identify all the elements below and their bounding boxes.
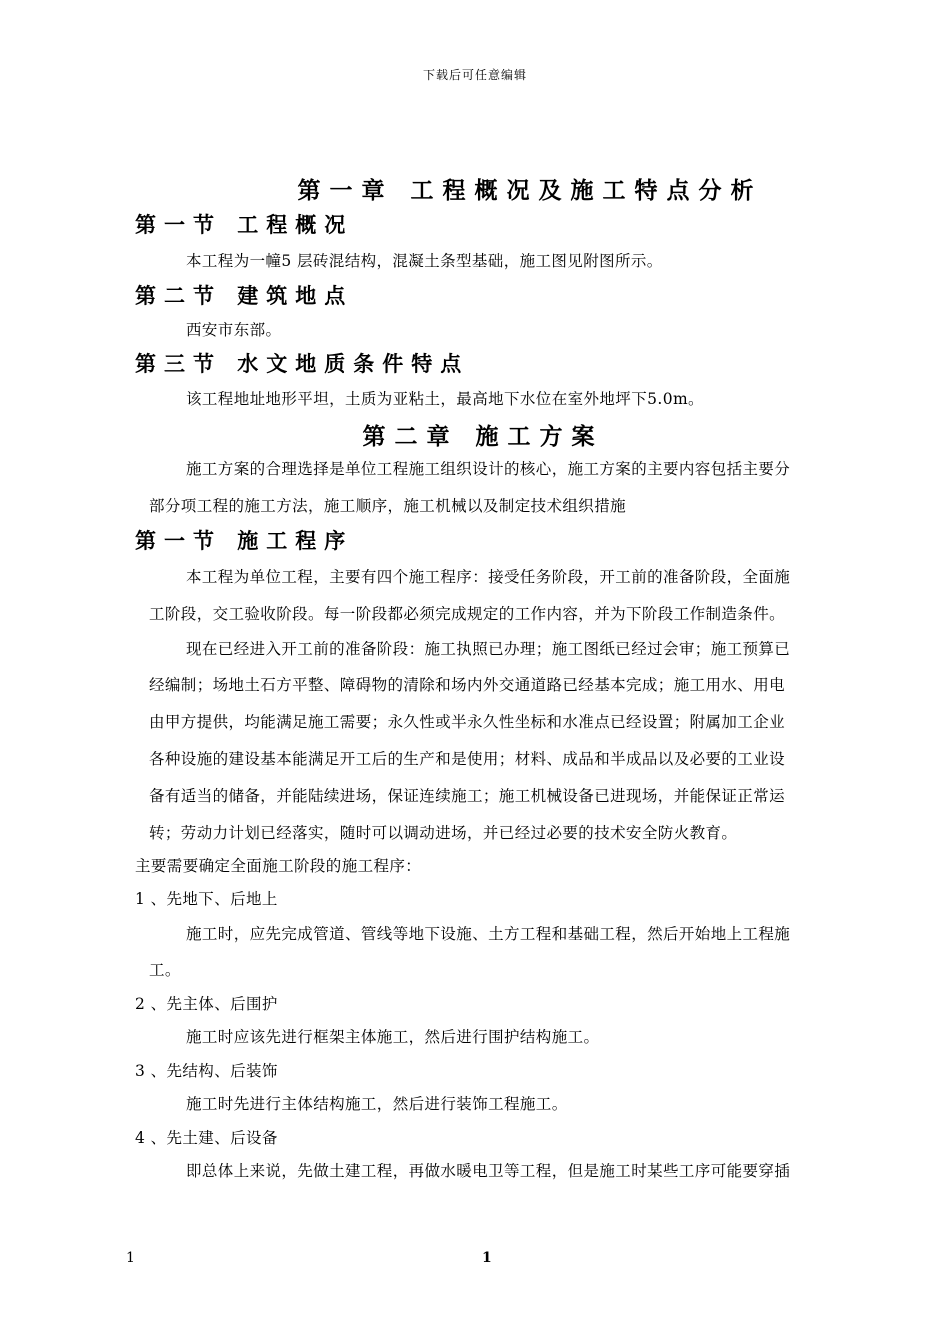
page-header: 下载后可任意编辑 [422,68,527,82]
paragraph-line: 现在已经进入开工前的准备阶段：施工执照已办理；施工图纸已经过会审；施工预算已 [186,640,791,658]
section-heading: 第二节 建筑地点 [135,283,354,308]
paragraph-line: 由甲方提供，均能满足施工需要；永久性或半永久性坐标和水准点已经设置；附属加工企业 [149,713,786,731]
paragraph-line: 本工程为单位工程，主要有四个施工程序：接受任务阶段，开工前的准备阶段，全面施 [186,568,791,586]
paragraph-line: 转；劳动力计划已经落实，随时可以调动进场，并已经过必要的技术安全防火教育。 [149,824,738,842]
paragraph-line: 施工方案的合理选择是单位工程施工组织设计的核心，施工方案的主要内容包括主要分 [186,460,791,478]
paragraph-line: 工。 [149,961,181,979]
paragraph-line: 施工时先进行主体结构施工，然后进行装饰工程施工。 [186,1095,568,1113]
section-heading: 第三节 水文地质条件特点 [135,351,470,376]
paragraph-line: 备有适当的储备，并能陆续进场，保证连续施工；施工机械设备已进现场，并能保证正常运 [149,787,786,805]
paragraph-line: 即总体上来说，先做土建工程，再做水暖电卫等工程，但是施工时某些工序可能要穿插 [186,1162,791,1180]
paragraph: 该工程地址地形平坦，土质为亚粘土，最高地下水位在室外地坪下5.0m。 [186,390,704,408]
paragraph-line: 主要需要确定全面施工阶段的施工程序： [135,857,422,875]
paragraph-line: 施工时应该先进行框架主体施工，然后进行围护结构施工。 [186,1028,600,1046]
chapter-title: 第一章 工程概况及施工特点分析 [297,177,763,204]
list-item-heading: 1 、先地下、后地上 [135,890,278,908]
page-number: 1 [482,1250,492,1266]
paragraph-line: 施工时，应先完成管道、管线等地下设施、土方工程和基础工程，然后开始地上工程施 [186,925,791,943]
list-item-heading: 4 、先土建、后设备 [135,1129,278,1147]
footer-left-number: 1 [126,1250,135,1266]
list-item-heading: 2 、先主体、后围护 [135,995,278,1013]
list-item-heading: 3 、先结构、后装饰 [135,1062,278,1080]
paragraph-line: 部分项工程的施工方法，施工顺序，施工机械以及制定技术组织措施 [149,497,627,515]
paragraph-line: 各种设施的建设基本能满足开工后的生产和是使用；材料、成品和半成品以及必要的工业设 [149,750,786,768]
section-heading: 第一节 工程概况 [135,212,354,237]
paragraph-line: 经编制；场地土石方平整、障碍物的清除和场内外交通道路已经基本完成；施工用水、用电 [149,676,786,694]
paragraph: 本工程为一幢5 层砖混结构，混凝土条型基础，施工图见附图所示。 [186,252,663,270]
paragraph-line: 工阶段，交工验收阶段。每一阶段都必须完成规定的工作内容，并为下阶段工作制造条件。 [149,605,786,623]
paragraph: 西安市东部。 [186,321,282,339]
section-heading: 第一节 施工程序 [135,528,354,553]
chapter-title: 第二章 施工方案 [362,423,604,450]
